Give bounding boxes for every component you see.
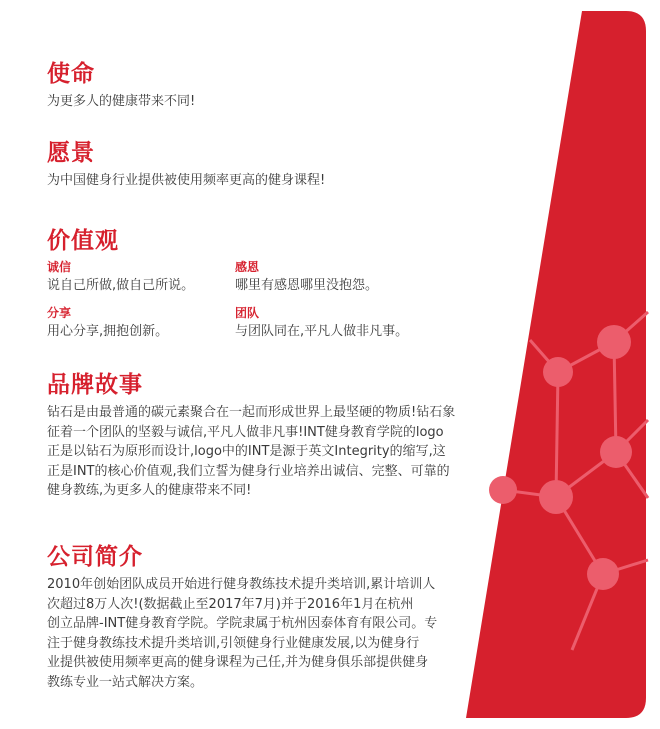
brand-story-line: 健身教练,为更多人的健康带来不同! [47,483,252,498]
company-intro-line: 次超过8万人次!(数据截止至2017年7月)并于2016年1月在杭州 [47,596,414,612]
brand-story-line: 正是INT的核心价值观,我们立誓为健身行业培养出诚信、完整、可靠的 [47,463,450,479]
company-intro-line: 教练专业一站式解决方案。 [47,674,204,690]
company-intro-line: 注于健身教练技术提升类培训,引领健身行业健康发展,以为健身行 [47,635,420,651]
mission-section [47,60,195,112]
value-label: 分享 [47,306,72,320]
vision-text: 为中国健身行业提供被使用频率更高的健身课程! [47,173,326,188]
mission-title: 使命 [47,61,95,87]
value-label: 感恩 [235,260,260,274]
value-integrity [47,259,194,295]
value-label: 团队 [235,306,260,320]
brand-story-section [47,371,487,501]
company-intro-title: 公司简介 [47,544,143,570]
value-gratitude [235,259,378,295]
values-section [47,227,467,349]
company-intro-text [47,575,487,692]
value-sharing [47,305,168,341]
vision-section [47,139,325,191]
vision-title: 愿景 [47,140,95,166]
value-text: 与团队同在,平凡人做非凡事。 [235,324,409,339]
value-text: 哪里有感恩哪里没抱怨。 [235,278,379,293]
value-text: 说自己所做,做自己所说。 [47,278,195,293]
company-intro-section [47,543,487,692]
company-intro-line: 2010年创始团队成员开始进行健身教练技术提升类培训,累计培训人 [47,577,436,592]
values-title: 价值观 [47,228,119,254]
value-label: 诚信 [47,260,72,274]
values-grid [47,259,467,349]
value-text: 用心分享,拥抱创新。 [47,324,169,339]
brand-story-title: 品牌故事 [47,372,143,398]
brand-story-line: 正是以钻石为原形而设计,logo中的INT是源于英文Integrity的缩写,这 [47,444,446,459]
brand-story-text [47,403,487,501]
brand-story-line: 钻石是由最普通的碳元素聚合在一起而形成世界上最坚硬的物质!钻石象 [47,405,456,420]
company-intro-line: 创立品牌-INT健身教育学院。学院隶属于杭州因泰体育有限公司。专 [47,616,438,631]
mission-text: 为更多人的健康带来不同! [47,94,196,109]
value-team [235,305,408,341]
brand-story-line: 征着一个团队的坚毅与诚信,平凡人做非凡事!INT健身教育学院的logo [47,424,444,440]
company-intro-line: 业提供被使用频率更高的健身课程为己任,并为健身俱乐部提供健身 [47,655,429,670]
